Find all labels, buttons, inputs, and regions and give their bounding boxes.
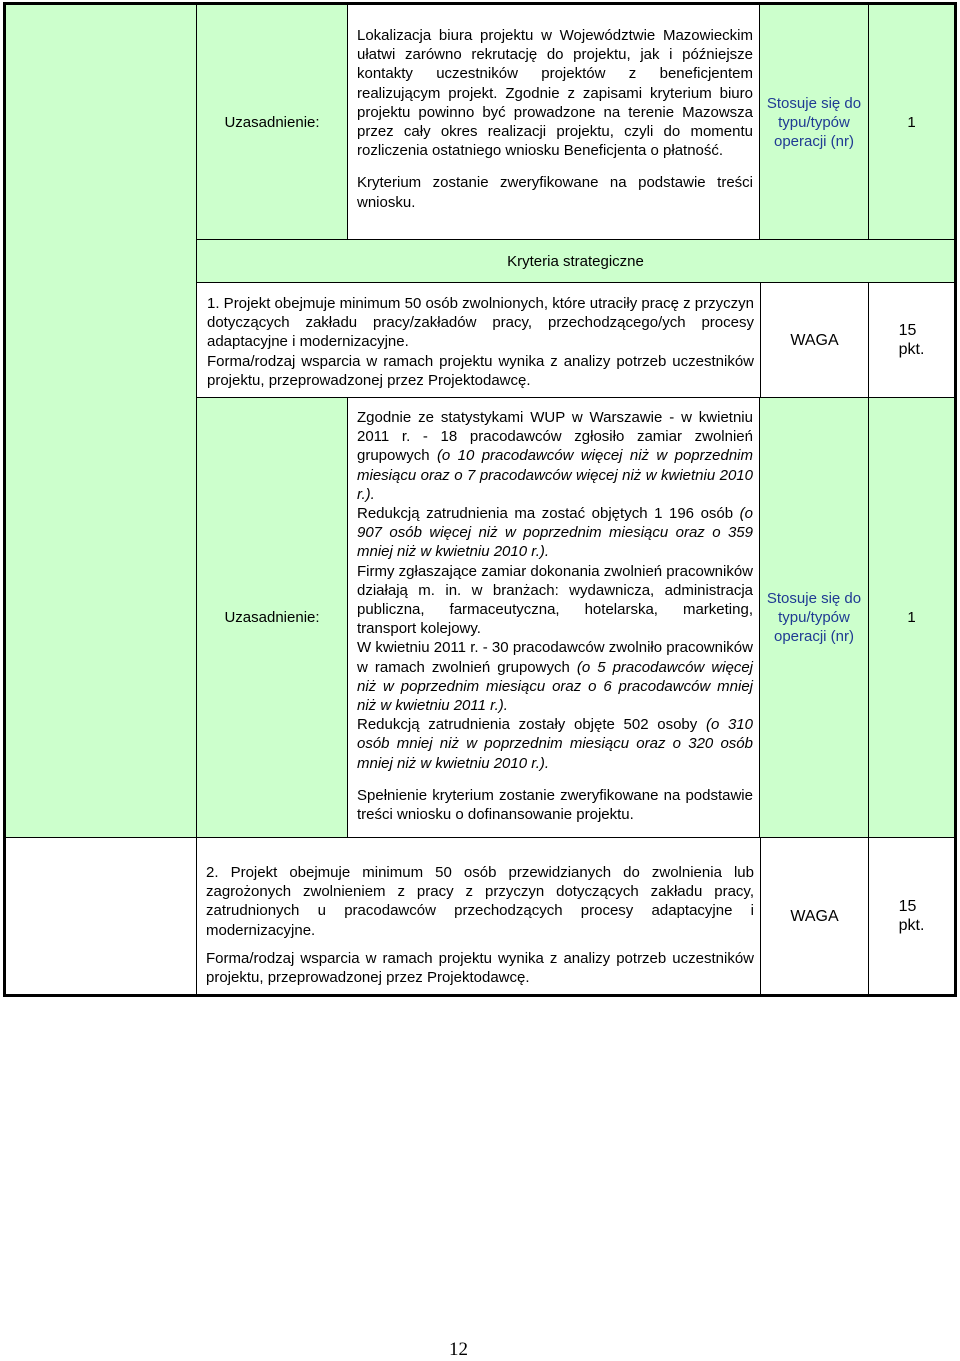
criterion-1-points <box>868 283 954 397</box>
points-value-2: 15 <box>898 898 917 915</box>
industries-paragraph: Firmy zgłaszające zamiar dokonania zwolnień pracowników działają m. in. w branżach: wydawnicza, administracja publiczna, farmaceutyczna, hotelarska, marketing, transport kolejowy. <box>357 562 754 638</box>
points-value: 15 <box>898 322 917 339</box>
weight-text-2: WAGA <box>790 907 839 925</box>
page-number: 12 <box>449 1339 468 1360</box>
justification-label-2-text: Uzasadnienie: <box>224 609 320 626</box>
verification-paragraph: Kryterium zostanie zweryfikowane na podstawie treści wniosku. <box>357 174 753 211</box>
operation-number-text: 1 <box>907 113 916 131</box>
justification-paragraph: Lokalizacja biura projektu w Województwie Mazowieckim ułatwi zarówno rekrutację do projektu, jak i późniejsze kontakty uczestników projektów z beneficjentem realizującym projekt. Zgodnie z zapisami kryterium biuro projektu powinno być prowadzone na terenie Mazowsza przez cały okres realizacji projektu, czyli do momentu rozliczenia ostatniego wniosku Beneficjenta o płatność. <box>357 27 753 160</box>
justification-text-2 <box>347 397 760 837</box>
operation-number-2 <box>868 397 954 837</box>
criterion-1-description: 1. Projekt obejmuje minimum 50 osób zwolnionych, które utraciły pracę z przyczyn dotyczących zakładu pracy/zakładów pracy, przechodzącego/ych procesy adaptacyjne i modernizacyjne. <box>207 295 754 351</box>
justification-label <box>196 5 347 239</box>
reduction-paragraph-2 <box>357 715 753 773</box>
stat-sentence-1: Zgodnie ze statystykami WUP w Warszawie - w kwietniu 2011 r. - 18 pracodawców zgłosiło zamiar zwolnień grupowych <box>357 409 753 465</box>
justification-label-text: Uzasadnienie: <box>224 113 320 131</box>
criterion-2-points <box>868 837 954 994</box>
reduction-paragraph-1 <box>357 504 753 562</box>
applies-to-operations <box>760 5 868 239</box>
criterion-2-support-form: Forma/rodzaj wsparcia w ramach projektu wynika z analizy potrzeb uczestników projektu, przeprowadzonej przez Projektodawcę. <box>206 949 754 987</box>
criterion-1-weight <box>760 283 868 397</box>
points-unit-2: pkt. <box>898 917 925 934</box>
stat-sentence-5-note: (o 310 osób mniej niż w poprzednim miesiącu oraz o 320 osób mniej niż w kwietniu 2010 r.). <box>357 716 753 772</box>
criterion-2-description: 2. Projekt obejmuje minimum 50 osób przewidzianych do zwolnienia lub zagrożonych zwolnieniem z pracy z przyczyn dotyczących zakładu pracy, zatrudnionych u pracodawców przechodzących procesy adaptacyjne i modernizacyjne. <box>206 864 754 939</box>
left-margin-column-lower <box>6 397 196 837</box>
stat-sentence-4-note: (o 5 pracodawców więcej niż w poprzednim miesiącu oraz o 6 pracodawców mniej niż w kwietniu 2011 r.). <box>357 658 754 715</box>
criterion-2-weight <box>760 837 868 994</box>
april-paragraph <box>357 638 753 715</box>
left-margin-column-bottom <box>6 837 197 994</box>
strategic-criteria-title: Kryteria strategiczne <box>507 252 644 270</box>
operation-number <box>868 5 954 239</box>
points-unit: pkt. <box>898 341 925 358</box>
left-margin-column <box>6 5 196 397</box>
criterion-1-text <box>196 283 760 397</box>
verification-paragraph-2: Spełnienie kryterium zostanie zweryfikowane na podstawie treści wniosku o dofinansowanie projektu. <box>357 786 753 824</box>
stat-sentence-5: Redukcją zatrudnienia zostały objęte 502 osoby <box>357 716 698 734</box>
strategic-criteria-header <box>196 239 954 283</box>
operation-number-2-text: 1 <box>907 609 916 626</box>
stat-sentence-2-note: (o 907 osób więcej niż w poprzednim miesiącu oraz o 359 mniej niż w kwietniu 2010 r.). <box>357 505 753 561</box>
stat-sentence-2: Redukcją zatrudnienia ma zostać objętych 1 196 osób <box>357 505 734 523</box>
statistics-paragraph <box>357 408 753 504</box>
applies-text: Stosuje się do typu/typów operacji (nr) <box>766 94 862 150</box>
applies-text-2: Stosuje się do typu/typów operacji (nr) <box>766 590 862 645</box>
criteria-table <box>3 2 957 997</box>
criterion-1-support-form: Forma/rodzaj wsparcia w ramach projektu wynika z analizy potrzeb uczestników projektu, przeprowadzonej przez Projektodawcę. <box>207 352 754 389</box>
stat-sentence-4: W kwietniu 2011 r. - 30 pracodawców zwolniło pracowników w ramach zwolnień grupowych <box>357 639 753 676</box>
justification-label-2 <box>196 397 347 837</box>
justification-text <box>347 5 760 239</box>
criterion-2-text <box>196 837 760 994</box>
stat-sentence-1-note: (o 10 pracodawców więcej niż w poprzednim miesiącu oraz o 7 pracodawców więcej niż w kwietniu 2010 r.). <box>357 447 754 503</box>
applies-to-operations-2 <box>760 397 868 837</box>
weight-text: WAGA <box>790 331 839 349</box>
